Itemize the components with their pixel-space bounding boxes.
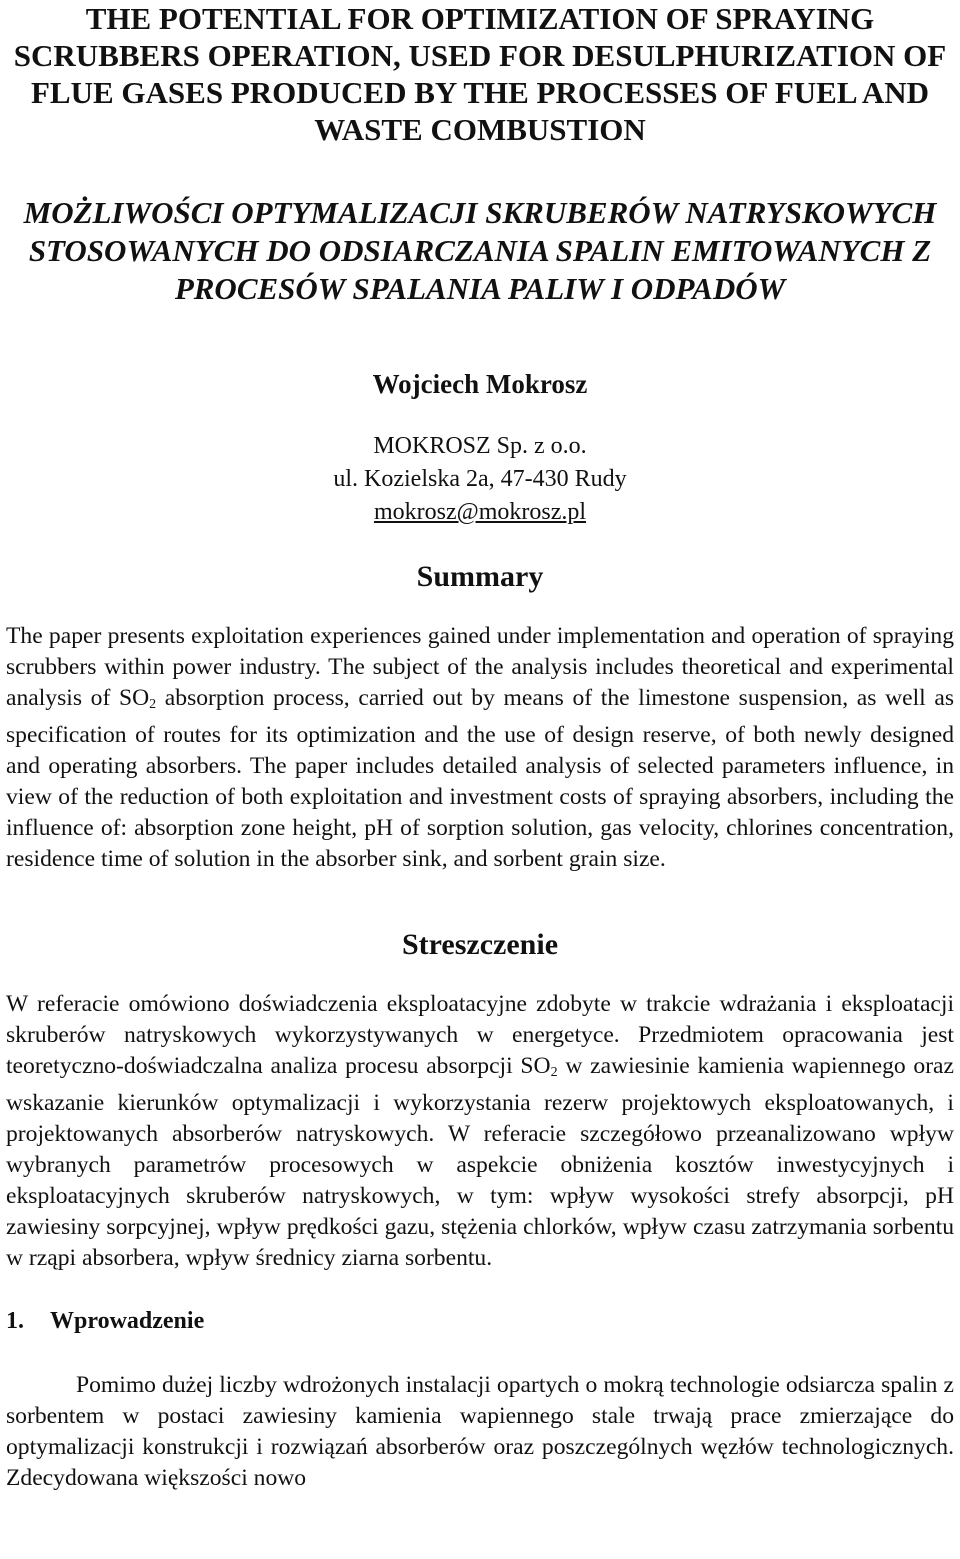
paper-title-english: THE POTENTIAL FOR OPTIMIZATION OF SPRAYING SCRUBBERS OPERATION, USED FOR DESULPHURIZATION OF FLUE GASES PRODUCED BY THE PROCESSES OF FUEL AND WASTE COMBUSTION [13,1,947,147]
email-link[interactable]: mokrosz@mokrosz.pl [373,499,587,525]
section-number: 1. [6,1308,24,1334]
streszczenie-heading: Streszczenie [401,928,559,961]
affiliation-address: ul. Kozielska 2a, 47-430 Rudy [333,466,627,492]
affiliation-company: MOKROSZ Sp. z o.o. [373,433,587,459]
introduction-paragraph: Pomimo dużej liczby wdrożonych instalacji opartych o mokrą technologie odsiarcza spalin z sorbentem w postaci zawiesiny kamienia wapiennego stale trwają prace zmierzające do optymalizacji konstrukcji i rozwiązań absorberów oraz poszczególnych węzłów technologicznych. Zdecydowana większości nowo [6,1372,954,1491]
author-name: Wojciech Mokrosz [372,369,588,399]
section-title: Wprowadzenie [50,1308,205,1334]
paper-title-polish: MOŻLIWOŚCI OPTYMALIZACJI SKRUBERÓW NATRYSKOWYCH STOSOWANYCH DO ODSIARCZANIA SPALIN EMITOWANYCH Z PROCESÓW SPALANIA PALIW I ODPADÓW [23,195,937,306]
streszczenie-paragraph: W referacie omówiono doświadczenia eksploatacyjne zdobyte w trakcie wdrażania i eksploatacji skruberów natryskowych wykorzystywanych w energetyce. Przedmiotem opracowania jest teoretyczno-doświadczalna analiza procesu absorpcji $SO_2$ w zawiesinie kamienia wapiennego oraz wskazanie kierunków optymalizacji i wykorzystania rezerw projektowych eksploatowanych, i projektowanych absorberów natryskowych. W referacie szczegółowo przeanalizowano wpływ wybranych parametrów procesowych w aspekcie obniżenia kosztów inwestycyjnych i eksploatacyjnych skruberów natryskowych, w tym: wpływ wysokości strefy absorpcji, pH zawiesiny sorpcyjnej, wpływ prędkości gazu, stężenia chlorków, wpływ czasu zatrzymania sorbentu w rząpi absorbera, wpływ średnicy ziarna sorbentu. [6,991,955,1271]
section-heading-introduction [6,1306,954,1336]
summary-heading: Summary [416,560,544,593]
author-affiliation [6,430,954,529]
summary-paragraph: The paper presents exploitation experiences gained under implementation and operation of spraying scrubbers within power industry. The subject of the analysis includes theoretical and experimental analysis of $SO_2$ absorption process, carried out by means of the limestone suspension, as well as specification of routes for its optimization and the use of design reserve, of both newly designed and operating absorbers. The paper includes detailed analysis of selected parameters influence, in view of the reduction of both exploitation and investment costs of spraying absorbers, including the influence of: absorption zone height, pH of sorption solution, gas velocity, chlorines concentration, residence time of solution in the absorber sink, and sorbent grain size. [6,623,954,872]
